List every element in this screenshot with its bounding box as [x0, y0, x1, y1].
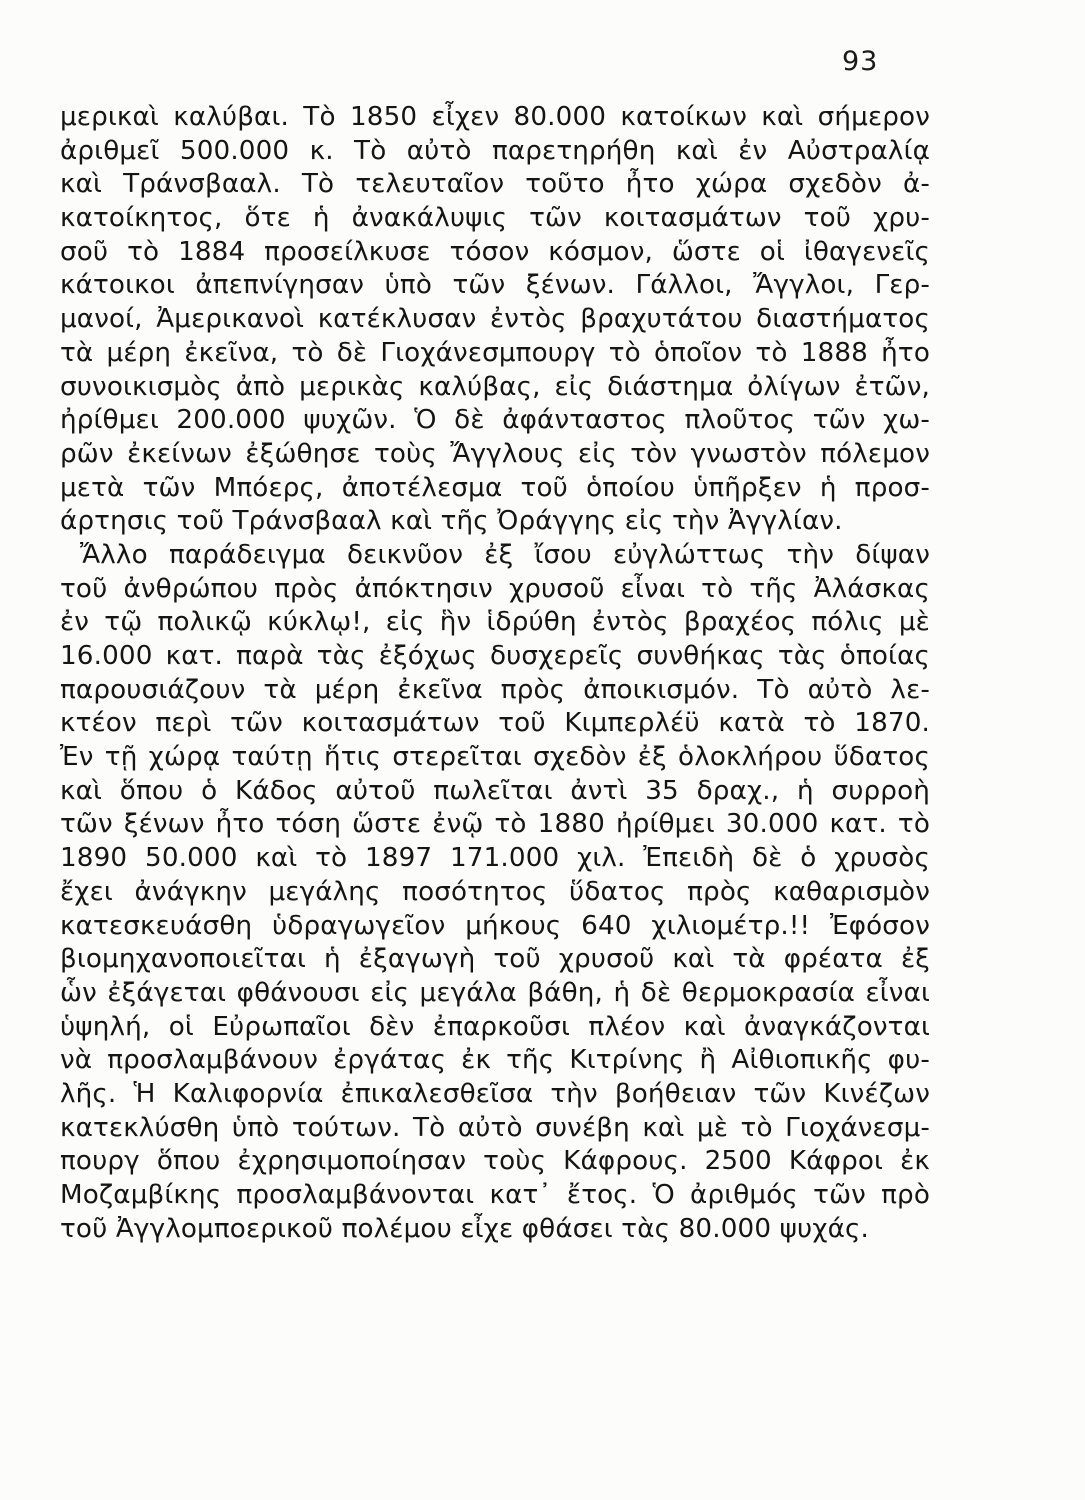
text-line: τοῦ ἀνθρώπου πρὸς ἀπόκτησιν χρυσοῦ εἶναι τὸ τῆς Ἀλάσκας — [60, 573, 930, 604]
text-line: παρουσιάζουν τὰ μέρη ἐκεῖνα πρὸς ἀποικισμόν. Τὸ αὐτὸ λε- — [60, 674, 930, 705]
text-line: καὶ Τράνσβααλ. Τὸ τελευταῖον τοῦτο ἦτο χώρα σχεδὸν ἀ- — [60, 169, 930, 200]
text-line: ρῶν ἐκείνων ἐξώθησε τοὺς Ἄγγλους εἰς τὸν γνωστὸν πόλεμον — [60, 438, 930, 469]
text-line: Μοζαμβίκης προσλαμβάνονται κατ᾽ ἔτος. Ὁ ἀριθμός τῶν πρὸ — [60, 1180, 930, 1210]
text-line: κατοίκητος, ὅτε ἡ ἀνακάλυψις τῶν κοιτασμάτων τοῦ χρυ- — [60, 203, 930, 234]
text-line: Ἄλλο παράδειγμα δεικνῦον ἐξ ἴσου εὐγλώττως τὴν δίψαν — [80, 539, 930, 570]
text-line: μετὰ τῶν Μπόερς, ἀποτέλεσμα τοῦ ὁποίου ὑπῆρξεν ἡ προσ- — [60, 472, 930, 503]
body-text — [60, 101, 930, 1246]
text-line: τοῦ Ἀγγλομποερικοῦ πολέμου εἶχε φθάσει τὰς 80.000 ψυχάς. — [60, 1213, 870, 1244]
text-line: κάτοικοι ἀπεπνίγησαν ὑπὸ τῶν ξένων. Γάλλοι, Ἄγγλοι, Γερ- — [60, 270, 930, 301]
text-line: λῆς. Ἡ Καλιφορνία ἐπικαλεσθεῖσα τὴν βοήθειαν τῶν Κινέζων — [60, 1078, 930, 1109]
text-line: βιομηχανοποιεῖται ἡ ἐξαγωγὴ τοῦ χρυσοῦ καὶ τὰ φρέατα ἐξ — [60, 944, 930, 975]
text-line: ὑψηλή, οἱ Εὐρωπαῖοι δὲν ἐπαρκοῦσι πλέον καὶ ἀναγκάζονται — [60, 1011, 930, 1042]
text-line: κατεσκευάσθη ὑδραγωγεῖον μήκους 640 χιλιομέτρ.!! Ἐφόσον — [60, 910, 930, 941]
text-line: Ἐν τῇ χώρᾳ ταύτῃ ἥτις στερεῖται σχεδὸν ἐξ ὁλοκλήρου ὕδατος — [60, 742, 930, 773]
text-line: καὶ ὅπου ὁ Κάδος αὐτοῦ πωλεῖται ἀντὶ 35 δραχ., ἡ συρροὴ — [60, 775, 930, 806]
text-line: 16.000 κατ. παρὰ τὰς ἐξόχως δυσχερεῖς συνθήκας τὰς ὁποίας — [60, 641, 930, 671]
text-line: κτέον περὶ τῶν κοιτασμάτων τοῦ Κιμπερλέϋ κατὰ τὸ 1870. — [60, 708, 930, 739]
text-line: τὰ μέρη ἐκεῖνα, τὸ δὲ Γιοχάνεσμπουργ τὸ ὁποῖον τὸ 1888 ἦτο — [60, 337, 930, 368]
text-line: μανοί, Ἀμερικανοὶ κατέκλυσαν ἐντὸς βραχυτάτου διαστήματος — [60, 304, 930, 335]
text-line: κατεκλύσθη ὑπὸ τούτων. Τὸ αὐτὸ συνέβη καὶ μὲ τὸ Γιοχάνεσμ- — [60, 1112, 930, 1143]
text-line: πουργ ὅπου ἐχρησιμοποίησαν τοὺς Κάφρους. 2500 Κάφροι ἐκ — [60, 1146, 930, 1177]
text-line: τῶν ξένων ἦτο τόση ὥστε ἐνῷ τὸ 1880 ἠρίθμει 30.000 κατ. τὸ — [60, 809, 930, 840]
text-line: ἔχει ἀνάγκην μεγάλης ποσότητος ὕδατος πρὸς καθαρισμὸν — [60, 876, 930, 907]
text-line: συνοικισμὸς ἀπὸ μερικὰς καλύβας, εἰς διάστημα ὀλίγων ἐτῶν, — [60, 371, 930, 402]
text-line: 1890 50.000 καὶ τὸ 1897 171.000 χιλ. Ἐπειδὴ δὲ ὁ χρυσὸς — [60, 843, 930, 874]
text-line: άρτησις τοῦ Τράνσβααλ καὶ τῆς Ὀράγγης εἰς τὴν Ἀγγλίαν. — [60, 506, 843, 537]
text-line: μερικαὶ καλύβαι. Τὸ 1850 εἶχεν 80.000 κατοίκων καὶ σήμερον — [60, 102, 930, 132]
text-line: ἐν τῷ πολικῷ κύκλῳ!, εἰς ἣν ἱδρύθη ἐντὸς βραχέος πόλις μὲ — [60, 607, 930, 638]
text-line: ἀριθμεῖ 500.000 κ. Τὸ αὐτὸ παρετηρήθη καὶ ἐν Αὐστραλίᾳ — [60, 135, 930, 166]
page-number: 93 — [842, 46, 879, 77]
text-line: ὧν ἐξάγεται φθάνουσι εἰς μεγάλα βάθη, ἡ δὲ θερμοκρασία εἶναι — [60, 977, 930, 1008]
text-line: σοῦ τὸ 1884 προσείλκυσε τόσον κόσμον, ὥστε οἱ ἰθαγενεῖς — [60, 236, 930, 267]
text-line: νὰ προσλαμβάνουν ἐργάτας ἐκ τῆς Κιτρίνης ἢ Αἰθιοπικῆς φυ- — [60, 1045, 930, 1076]
text-line: ἠρίθμει 200.000 ψυχῶν. Ὁ δὲ ἀφάνταστος πλοῦτος τῶν χω- — [60, 405, 930, 436]
